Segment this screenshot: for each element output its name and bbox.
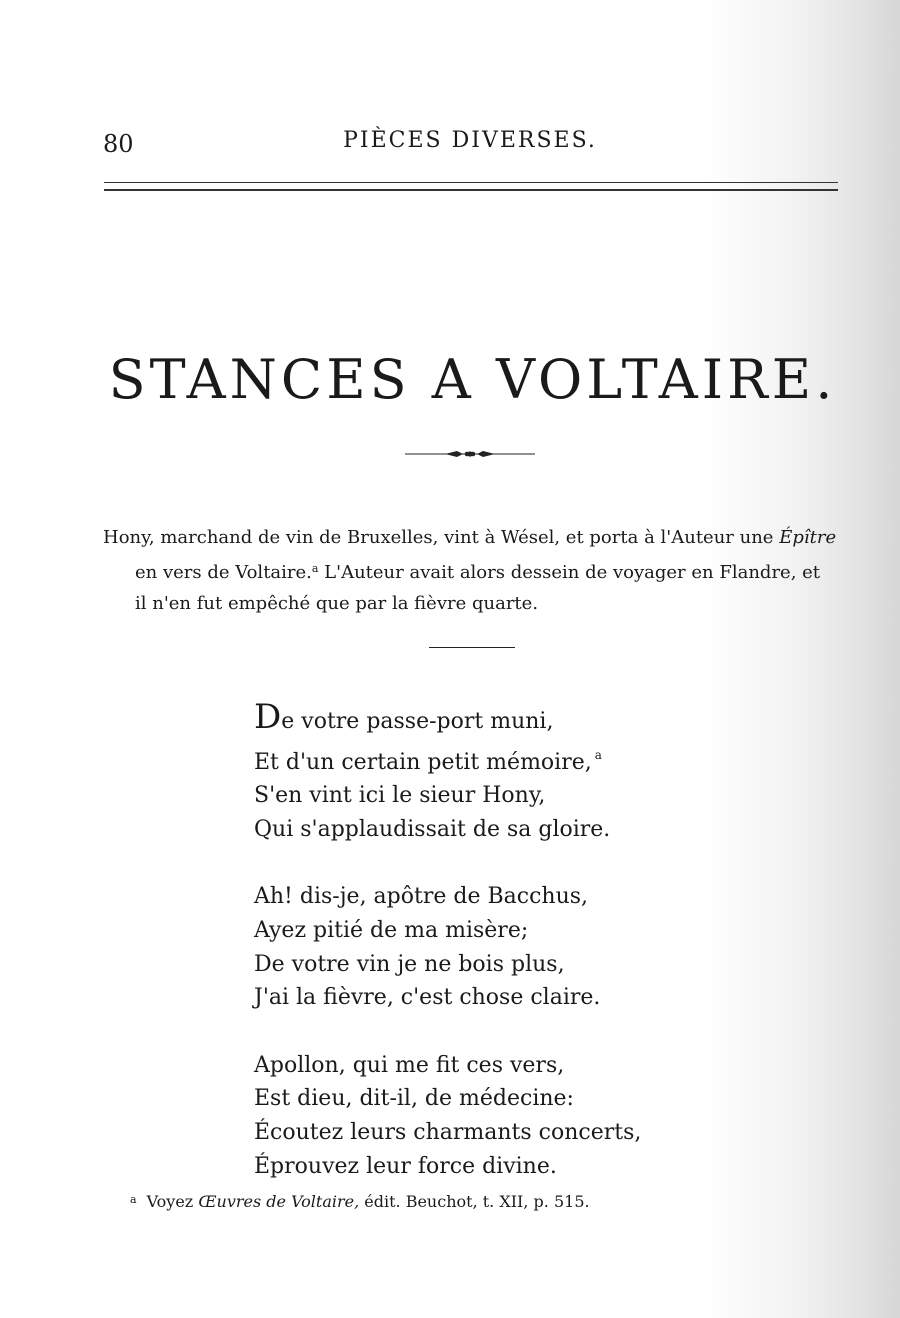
- footnote-mark: a: [130, 1193, 137, 1206]
- section-rule: [429, 647, 515, 648]
- page-title: STANCES A VOLTAIRE.: [108, 348, 837, 411]
- poem-line: Ayez pitié de ma misère;: [254, 917, 529, 943]
- drop-cap: D: [254, 697, 282, 737]
- ornament-divider: [405, 444, 535, 464]
- intro-note-mark: a: [311, 562, 319, 575]
- stanza-1: [254, 697, 814, 846]
- intro-line-1: Hony, marchand de vin de Bruxelles, vint à Wésel, et porta à l'Auteur une Épître: [103, 527, 837, 548]
- poem: [254, 697, 814, 1217]
- stanza-3: [254, 1049, 814, 1183]
- poem-note-mark: a: [594, 747, 602, 762]
- poem-line: De votre passe-port muni,: [254, 697, 554, 737]
- page-number: 80: [103, 130, 134, 158]
- intro-line-3: il n'en fut empêché que par la fièvre quarte.: [135, 593, 539, 614]
- poem-line: Apollon, qui me fit ces vers,: [254, 1052, 565, 1078]
- intro-line-2: en vers de Voltaire.$^a$ L'Auteur avait alors dessein de voyager en Flandre, et: [135, 562, 821, 583]
- poem-line: De votre vin je ne bois plus,: [254, 951, 565, 977]
- poem-line: Ah! dis-je, apôtre de Bacchus,: [254, 884, 589, 910]
- intro-paragraph: [103, 522, 843, 619]
- poem-line: J'ai la fièvre, c'est chose claire.: [254, 985, 601, 1011]
- footnote: $^a$ Voyez Œuvres de Voltaire, édit. Beuchot, t. XII, p. 515.: [130, 1192, 590, 1211]
- footnote-italic: Œuvres de Voltaire,: [198, 1192, 360, 1211]
- poem-line: Écoutez leurs charmants concerts,: [254, 1119, 642, 1145]
- poem-line: Est dieu, dit-il, de médecine:: [254, 1086, 574, 1112]
- stanza-2: [254, 880, 814, 1014]
- poem-line: Et d'un certain petit mémoire, $^a$: [254, 747, 602, 775]
- epitre-italic: Épître: [779, 527, 837, 548]
- header-rule: [104, 182, 838, 191]
- poem-line: Éprouvez leur force divine.: [254, 1153, 557, 1179]
- running-head: PIÈCES DIVERSES.: [343, 128, 597, 153]
- poem-line: Qui s'applaudissait de sa gloire.: [254, 816, 611, 842]
- poem-line: S'en vint ici le sieur Hony,: [254, 783, 546, 809]
